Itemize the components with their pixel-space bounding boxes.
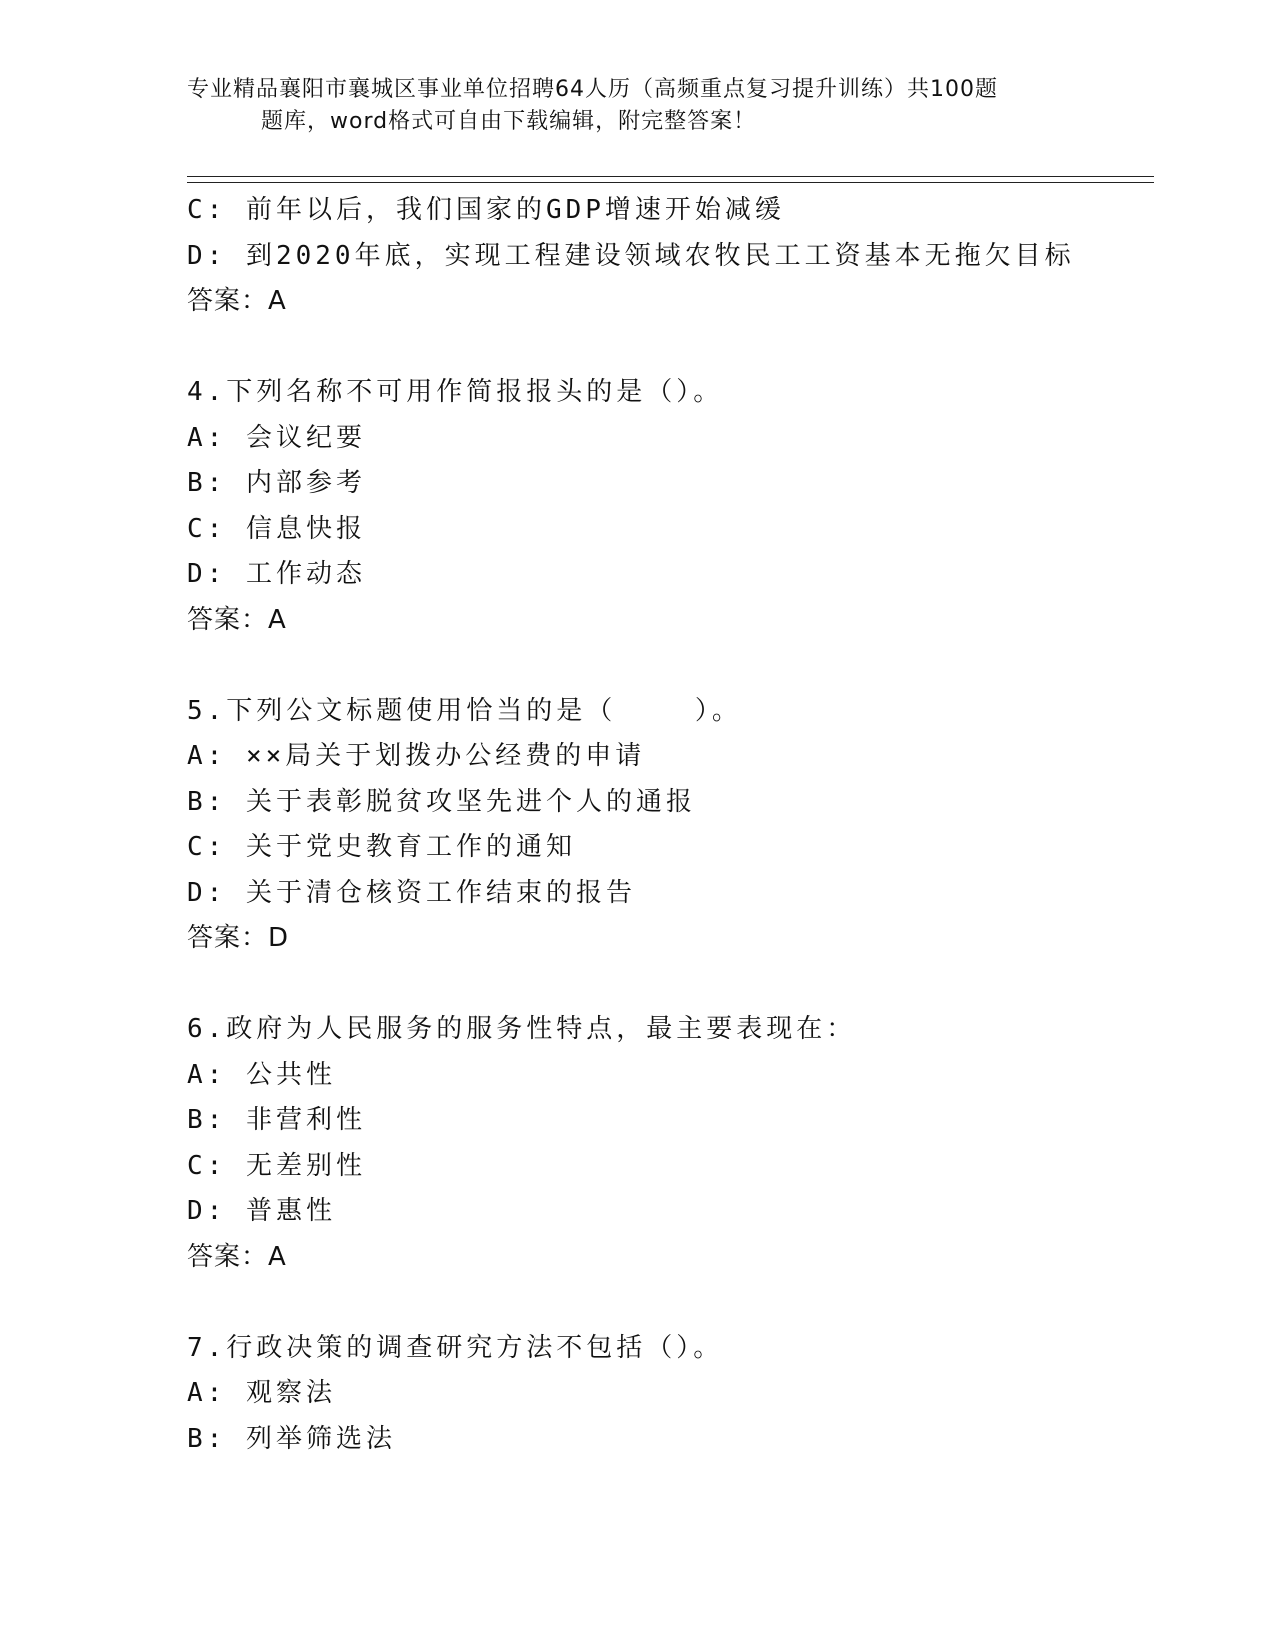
option-d: D: 关于清仓核资工作结束的报告 <box>187 877 636 908</box>
option-c: C: 关于党史教育工作的通知 <box>187 832 576 862</box>
option-a: A: 会议纪要 <box>187 422 366 453</box>
header-title-line2: 题库，word格式可自由下载编辑，附完整答案！ <box>261 109 757 134</box>
question-stem: 7.行政决策的调查研究方法不包括（）。 <box>187 1332 724 1363</box>
answer-line: 答案：A <box>187 604 287 635</box>
question-6 <box>187 1007 1167 1280</box>
option-b: B: 关于表彰脱贫攻坚先进个人的通报 <box>187 786 696 817</box>
option-b: B: 列举筛选法 <box>187 1423 396 1454</box>
option-c: C: 前年以后，我们国家的GDP增速开始减缓 <box>187 195 785 225</box>
answer-line: 答案：A <box>187 286 287 316</box>
header-divider-bottom <box>187 182 1154 183</box>
spacer <box>187 325 1167 371</box>
question-4 <box>187 370 1167 643</box>
answer-line: 答案：A <box>187 1241 287 1272</box>
option-c: C: 信息快报 <box>187 513 366 544</box>
question-5 <box>187 689 1167 962</box>
option-d: D: 到2020年底，实现工程建设领域农牧民工工资基本无拖欠目标 <box>187 240 1075 271</box>
question-stem: 6.政府为人民服务的服务性特点，最主要表现在： <box>187 1014 857 1044</box>
question-content <box>187 188 1167 1462</box>
spacer <box>187 962 1167 1008</box>
option-a: A: 观察法 <box>187 1378 336 1408</box>
option-c: C: 无差别性 <box>187 1150 366 1181</box>
option-b: B: 非营利性 <box>187 1105 366 1135</box>
question-stem: 4.下列名称不可用作简报报头的是（）。 <box>187 377 724 407</box>
spacer <box>187 1280 1167 1326</box>
option-b: B: 内部参考 <box>187 468 366 498</box>
answer-line: 答案：D <box>187 923 290 953</box>
option-d: D: 工作动态 <box>187 559 366 589</box>
spacer <box>187 643 1167 689</box>
header-divider-top <box>187 176 1154 177</box>
document-header <box>187 74 1067 138</box>
option-d: D: 普惠性 <box>187 1196 336 1226</box>
question-7 <box>187 1326 1167 1463</box>
option-a: A: 公共性 <box>187 1059 336 1090</box>
carryover-question <box>187 188 1167 325</box>
header-title-line1: 专业精品襄阳市襄城区事业单位招聘64人历（高频重点复习提升训练）共100题 <box>187 77 998 102</box>
option-a: A: ××局关于划拨办公经费的申请 <box>187 741 646 771</box>
question-stem: 5.下列公文标题使用恰当的是（ ）。 <box>187 695 742 726</box>
